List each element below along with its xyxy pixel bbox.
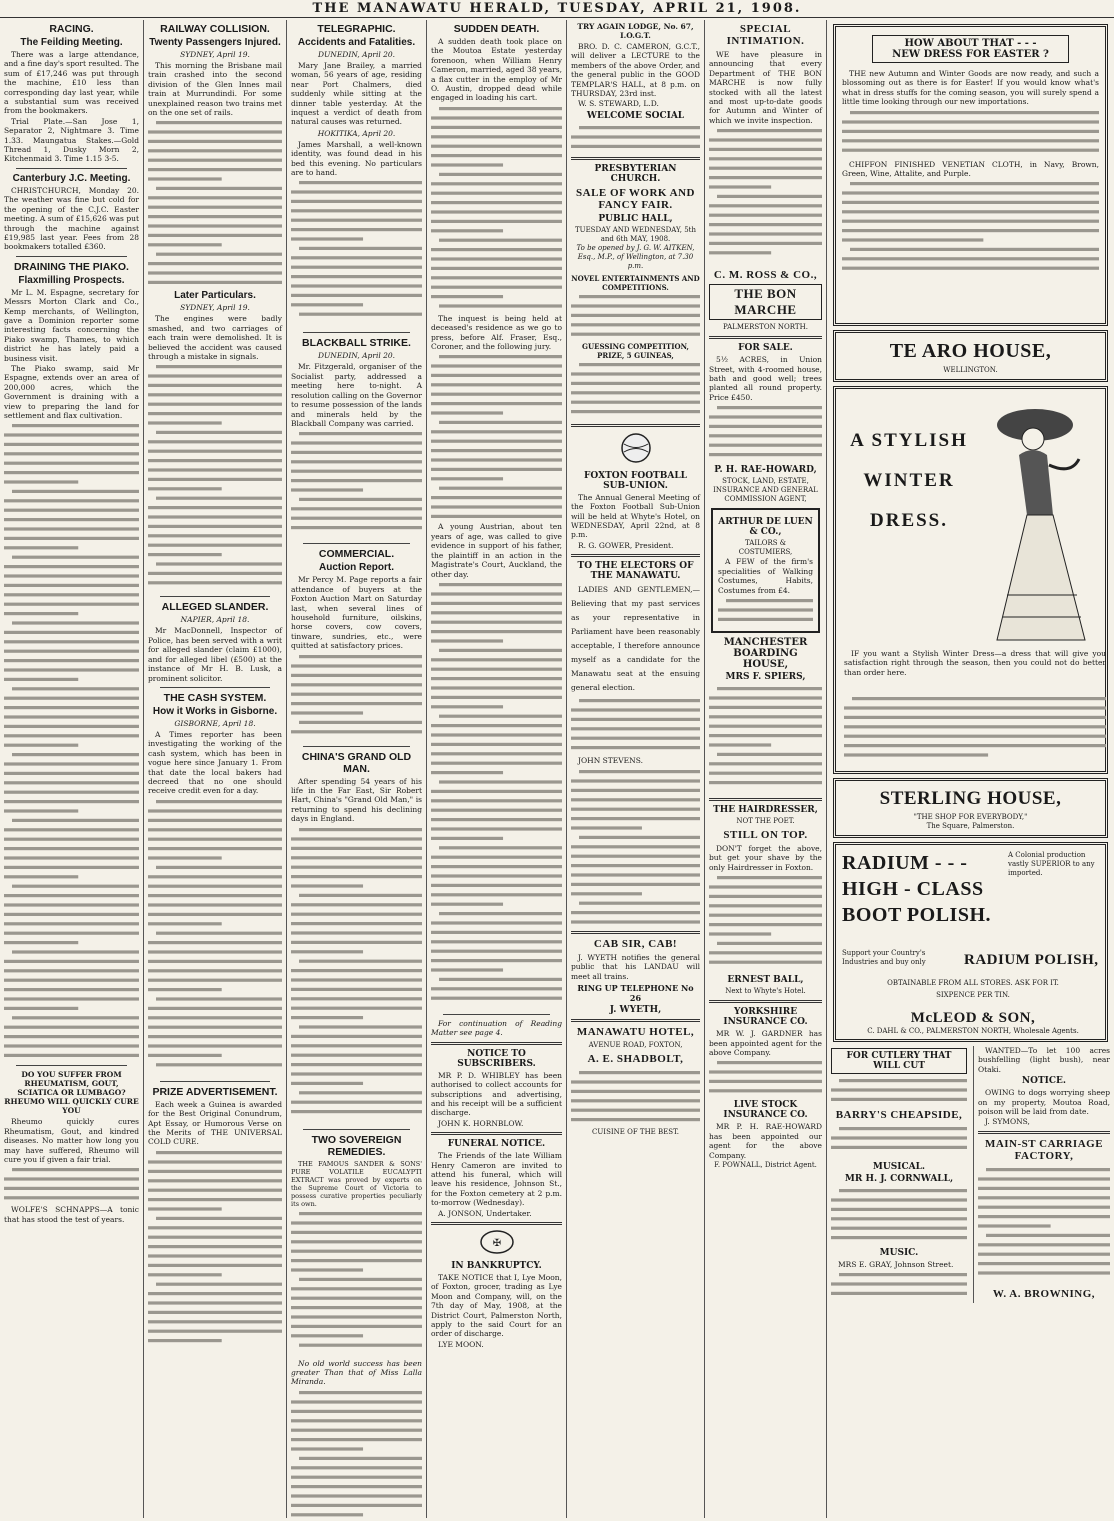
divider	[16, 1065, 127, 1066]
sovereign-heading: TWO SOVEREIGN REMEDIES.	[311, 1133, 402, 1158]
ball-name: ERNEST BALL,	[727, 975, 804, 986]
column-text-filler	[571, 292, 700, 342]
wyeth-name: J. WYETH,	[609, 1004, 662, 1015]
bankruptcy-signature: LYE MOON.	[438, 1339, 484, 1349]
stylish-line-3: DRESS.	[870, 510, 948, 531]
strike-dateline: DUNEDIN, April 20.	[317, 351, 396, 361]
sovereign-text: THE FAMOUS SANDER & SONS' PURE VOLATILE EUCALYPTI EXTRACT was proved by experts on the Supreme Court of Victoria to possess curative properties peculiarly its own.	[291, 1159, 422, 1208]
sterling-ad	[833, 778, 1108, 838]
racing-heading: RACING.	[49, 23, 94, 35]
ross-name: C. M. ROSS & CO.,	[713, 269, 818, 282]
canterbury-heading: Canterbury J.C. Meeting.	[12, 172, 131, 184]
column-text-filler	[709, 126, 822, 266]
divider	[709, 798, 822, 801]
bonmarche-town: PALMERSTON NORTH.	[723, 323, 808, 332]
column-text-filler	[709, 873, 822, 973]
column-6	[704, 20, 826, 1518]
cab-heading: CAB SIR, CAB!	[593, 937, 678, 950]
divider	[303, 746, 410, 747]
death-text-2: The inquest is being held at deceased's residence as we go to press, before Alf. Fraser, Esq., Coroner, and the following jury.	[431, 313, 562, 352]
dress-question	[872, 35, 1069, 63]
notices-column	[973, 1046, 1110, 1303]
sale-venue: PUBLIC HALL,	[598, 213, 673, 224]
prize-heading: PRIZE ADVERTISEMENT.	[152, 1085, 278, 1098]
stylish-line-2: WINTER	[863, 470, 955, 491]
funeral-text: The Friends of the late William Henry Cameron are invited to attend his funeral, which will leave his residence, Johnson St., for the Foxton cemetery at 2 p.m. to-morrow (Wednesday).	[431, 1151, 562, 1208]
column-text-filler	[148, 362, 282, 592]
feilding-text-2: Trial Plate.—San Jose 1, Separator 2, Nightmare 3. Time 1.33. Maungatua Stakes.—Gold Thread 1, Dusky Morn 2, Kitchenmaid 3. Time 1.15 3-5.	[4, 116, 139, 164]
yorkshire-text: MR W. J. GARDNER has been appointed agent for the above Company.	[709, 1029, 822, 1057]
slander-text: Mr MacDonnell, Inspector of Police, has been served with a writ for alleged slander (claim £1000), and for alleged libel (£500) at the instance of Mr H. B. Lusk, a prominent solicitor.	[148, 626, 282, 683]
carriage-heading: MAIN-ST CARRIAGE FACTORY,	[984, 1137, 1104, 1162]
divider	[303, 1129, 410, 1130]
column-text-filler	[831, 1076, 967, 1106]
sale-heading: SALE OF WORK AND FANCY FAIR.	[576, 186, 695, 211]
column-text-filler	[842, 108, 1099, 160]
dress-question-line-2: NEW DRESS FOR EASTER ?	[892, 49, 1049, 60]
later-dateline: SYDNEY, April 19.	[180, 303, 250, 313]
cutlery-heading: FOR CUTLERY THAT WILL CUT	[831, 1048, 967, 1074]
electors-heading: TO THE ELECTORS OF THE MANAWATU.	[577, 561, 694, 582]
radium-support: Support your Country's Industries and buy only	[842, 949, 926, 966]
divider	[709, 1000, 822, 1003]
boarding-heading: MANCHESTER BOARDING HOUSE,	[723, 636, 808, 670]
shadbolt-name: A. E. SHADBOLT,	[587, 1052, 684, 1065]
commercial-heading: COMMERCIAL.	[318, 548, 395, 561]
special-text: WE have pleasure in announcing that every Department of THE BON MARCHE is now fully stocked with all the latest and most up-to-date goods for Autumn and Winter of which we invite inspection.	[709, 50, 822, 125]
svg-text:✠: ✠	[492, 1238, 501, 1249]
tele-text-2: James Marshall, a well-known identity, was found dead in his bed this evening. No particulars are to hand.	[291, 139, 422, 178]
guessing-competition: GUESSING COMPETITION, PRIZE, 5 GUINEAS,	[582, 341, 689, 360]
football-signature: R. G. GOWER, President.	[578, 540, 674, 550]
stylish-title	[844, 427, 974, 535]
football-icon	[571, 431, 700, 469]
electors-signature: JOHN STEVENS.	[578, 756, 643, 766]
column-text-filler	[571, 767, 700, 927]
collision-heading: RAILWAY COLLISION.	[160, 23, 270, 35]
rheumo-text: Rheumo quickly cures Rheumatism, Gout, and kindred diseases. No matter how long you may have suffered, Rheumo will cure you if given a fair trial.	[4, 1117, 139, 1165]
column-text-filler	[291, 1209, 422, 1359]
radium-line-2: HIGH - CLASS	[842, 878, 984, 900]
music-heading: MUSIC.	[879, 1248, 919, 1258]
dahl-line: C. DAHL & CO., PALMERSTON NORTH, Wholesale Agents.	[867, 1027, 1079, 1035]
divider	[571, 157, 700, 160]
canterbury-text: CHRISTCHURCH, Monday 20. The weather was fine but cold for the opening of the C.J.C. Easter meeting. A sum of £15,626 was put through the machine against £19,985 last year. Fees from 28 bookmakers totalled £360.	[4, 185, 139, 252]
raehoward-name: P. H. RAE-HOWARD,	[714, 465, 817, 476]
wanted-text: WANTED—To let 100 acres bushfelling (light bush), near Otaki.	[978, 1046, 1110, 1074]
column-text-filler	[4, 421, 139, 1061]
column-text-filler	[709, 684, 822, 794]
radium-sidenote: A Colonial production vastly SUPERIOR to any imported.	[1008, 851, 1095, 877]
divider	[431, 1132, 562, 1135]
notice-signature: J. SYMONS,	[985, 1117, 1030, 1127]
spiers-name: MRS F. SPIERS,	[725, 671, 806, 682]
lodge-heading: TRY AGAIN LODGE, No. 67, I.O.G.T.	[577, 22, 694, 40]
column-text-filler	[571, 1068, 700, 1128]
radium-line-1: RADIUM - - -	[842, 852, 968, 874]
divider	[709, 336, 822, 339]
yorkshire-heading: YORKSHIRE INSURANCE CO.	[723, 1007, 808, 1028]
forsale-heading: FOR SALE.	[738, 343, 793, 354]
bonmarche-name: THE BON MARCHE	[709, 284, 822, 320]
barry-name: BARRY'S CHEAPSIDE,	[835, 1109, 963, 1121]
rheumo-heading: DO YOU SUFFER FROM RHEUMATISM, GOUT, SCIATICA OR LUMBAGO? RHEUMO WILL QUICKLY CURE YOU	[4, 1070, 139, 1116]
column-3	[286, 20, 426, 1518]
china-heading: CHINA'S GRAND OLD MAN.	[301, 750, 412, 775]
divider	[571, 1019, 700, 1022]
divider	[160, 596, 270, 597]
radium-brand: RADIUM POLISH,	[964, 952, 1099, 968]
lodge-signature: W. S. STEWARD, L.D.	[578, 99, 659, 109]
funeral-signature: A. JONSON, Undertaker.	[438, 1208, 532, 1218]
cutlery-column	[831, 1046, 967, 1303]
collision-dateline: SYDNEY, April 19.	[180, 50, 250, 59]
piako-text-2: The Piako swamp, said Mr Espagne, extends over an area of 200,000 acres, which the Government is draining with a view to preparing the land for settlement and flax cultivation.	[4, 363, 139, 420]
bottom-ads-row	[831, 1046, 1110, 1303]
column-1	[0, 20, 143, 1518]
stylish-text: IF you want a Stylish Winter Dress—a dress that will give you satisfaction right through the season, then you could not do better than order here.	[844, 649, 1106, 677]
stylish-line-1: A STYLISH	[850, 430, 968, 451]
column-text-filler	[431, 580, 562, 1010]
musical-heading: MUSICAL.	[872, 1162, 926, 1172]
column-text-filler	[718, 596, 813, 626]
deluen-ad	[711, 508, 820, 633]
notpoet-line: NOT THE POET.	[736, 816, 795, 825]
column-text-filler	[148, 1148, 282, 1348]
sale-opener: To be opened by J. G. W. AITKEN, Esq., M.P., of Wellington, at 7.30 p.m.	[576, 243, 695, 270]
accidents-subheading: Accidents and Fatalities.	[297, 37, 416, 48]
browning-name: W. A. BROWNING,	[992, 1287, 1096, 1300]
hotel-heading: MANAWATU HOTEL,	[576, 1025, 695, 1038]
china-text: After spending 54 years of his life in the Far East, Sir Robert Hart, China's "Grand Old Man," is returning to spend his declining days in England.	[291, 776, 422, 824]
column-text-filler	[291, 652, 422, 742]
column-text-filler	[291, 178, 422, 328]
column-text-filler	[709, 403, 822, 463]
sterling-slogan: "THE SHOP FOR EVERYBODY,"	[913, 813, 1028, 821]
death-heading: SUDDEN DEATH.	[453, 23, 540, 35]
forsale-text: 5½ ACRES, in Union Street, with 4-roomed house, bath and good well; trees planted all round property. Price £450.	[709, 355, 822, 402]
radium-ad	[833, 842, 1108, 1042]
divider	[431, 1042, 562, 1045]
divider	[978, 1131, 1110, 1134]
radium-line-3: BOOT POLISH.	[842, 904, 992, 926]
football-text: The Annual General Meeting of the Foxton Football Sub-Union will be held at Whyte's Hotel, on WEDNESDAY, April 22nd, at 8 p.m.	[571, 492, 700, 540]
deluen-text: A FEW of the firm's specialities of Walking Costumes, Habits, Costumes from £4.	[718, 557, 813, 595]
cornwall-name: MR H. J. CORNWALL,	[844, 1174, 954, 1184]
bankruptcy-heading: IN BANKRUPTCY.	[451, 1261, 542, 1271]
funeral-heading: FUNERAL NOTICE.	[447, 1139, 546, 1150]
divider	[303, 543, 410, 544]
auction-subheading: Auction Report.	[319, 562, 394, 574]
piako-text-1: Mr L. M. Espagne, secretary for Messrs Morton Clark and Co., Kemp merchants, of Wellington, gave a Dominion reporter some interesting facts concerning the Piako swamp, Thames, to which district he has lately paid a business visit.	[4, 287, 139, 363]
later-text: The engines were badly smashed, and two carriages of each train were demolished. It is believed the accident was caused through a mistake in signals.	[148, 314, 282, 362]
column-text-filler	[431, 104, 562, 314]
piako-heading: DRAINING THE PIAKO.	[14, 260, 129, 273]
auction-text: Mr Percy M. Page reports a fair attendance of buyers at the Foxton Auction Mart on Saturday last, when several lines of household furniture, oilskins, horse covers, cow covers, tinware, sundries, etc., were quitted at satisfactory prices.	[291, 575, 422, 651]
column-2	[143, 20, 286, 1518]
column-text-filler	[571, 123, 700, 153]
cash-subheading: How it Works in Gisborne.	[152, 705, 278, 717]
column-text-filler	[431, 352, 562, 522]
divider	[443, 1014, 550, 1015]
column-text-filler	[291, 1388, 422, 1518]
prize-text: Each week a Guinea is awarded for the Best Original Conundrum, Apt Essay, or Humorous Verse on the Merits of THE UNIVERSAL COLD CURE.	[148, 1099, 282, 1147]
stillontop-line: STILL ON TOP.	[723, 828, 808, 841]
column-7	[826, 20, 1114, 1518]
livestock-heading: LIVE STOCK INSURANCE CO.	[723, 1100, 808, 1121]
presbyterian-heading: PRESBYTERIAN CHURCH.	[594, 163, 677, 184]
divider	[431, 1222, 562, 1225]
hairdresser-heading: THE HAIRDRESSER,	[713, 804, 818, 815]
piako-subheading: Flaxmilling Prospects.	[18, 274, 125, 286]
cuisine-line: CUISINE OF THE BEST.	[592, 1127, 679, 1136]
stylish-ad	[833, 386, 1108, 774]
chiffon-text: CHIFFON FINISHED VENETIAN CLOTH, in Navy, Brown, Green, Wine, Attalite, and Purple.	[842, 159, 1099, 179]
column-text-filler	[571, 360, 700, 420]
tearo-ad	[833, 330, 1108, 382]
mcleod-name: McLEOD & SON,	[910, 1010, 1036, 1026]
gray-text: MRS E. GRAY, Johnson Street.	[838, 1260, 954, 1269]
tele-dateline-1: DUNEDIN, April 20.	[317, 50, 396, 59]
welcome-heading: WELCOME SOCIAL	[586, 110, 685, 121]
special-heading: SPECIAL INTIMATION.	[726, 23, 805, 47]
hairdresser-text: DON'T forget the above, but get your shave by the only Hairdresser in Foxton.	[709, 843, 822, 872]
column-text-filler	[291, 825, 422, 1125]
strike-heading: BLACKBALL STRIKE.	[302, 337, 411, 350]
livestock-text: MR P. H. RAE-HOWARD has been appointed our agent for the above Company.	[709, 1122, 822, 1160]
sterling-heading: STERLING HOUSE,	[879, 788, 1062, 809]
masthead: THE MANAWATU HERALD, TUESDAY, APRIL 21, 1908.	[0, 0, 1114, 18]
column-5	[566, 20, 704, 1518]
novel-entertainments: NOVEL ENTERTAINMENTS AND COMPETITIONS.	[571, 273, 700, 292]
notice-heading: NOTICE.	[1021, 1076, 1067, 1087]
radium-stores: OBTAINABLE FROM ALL STORES. ASK FOR IT.	[887, 979, 1059, 987]
column-text-filler	[844, 694, 1106, 764]
sale-dates: TUESDAY AND WEDNESDAY, 5th and 6th MAY, 1908.	[575, 225, 696, 243]
cash-heading: THE CASH SYSTEM.	[163, 691, 267, 704]
column-text-filler	[978, 1165, 1110, 1285]
column-text-filler	[709, 1058, 822, 1098]
lodge-text: BRO. D. C. CAMERON, G.C.T., will deliver a LECTURE to the members of the above Order, and the general public in the GOOD TEMPLAR'S HALL, at 8 p.m. on THURSDAY, 23rd inst.	[571, 42, 700, 99]
telegraphic-heading: TELEGRAPHIC.	[317, 23, 396, 35]
bankruptcy-text: TAKE NOTICE that I, Lye Moon, of Foxton, grocer, trading as Lye Moon and Company, will, on the 7th day of May, 1908, at the District Court, Palmerston North, apply to the said Court for an order of discharge.	[431, 1273, 562, 1339]
subscribers-heading: NOTICE TO SUBSCRIBERS.	[457, 1048, 536, 1069]
subscribers-text: MR P. D. WHIBLEY has been authorised to collect accounts for subscriptions and advertising, and his receipt will be a sufficient discharge.	[431, 1070, 562, 1118]
wolfe-text: WOLFE'S SCHNAPPS—A tonic that has stood the test of years.	[4, 1205, 139, 1224]
cab-text: J. WYETH notifies the general public that his LANDAU will meet all trains.	[571, 952, 700, 981]
column-text-filler	[831, 1186, 967, 1246]
ball-address: Next to Whyte's Hotel.	[725, 987, 806, 996]
column-text-filler	[148, 118, 282, 288]
slander-dateline: NAPIER, April 18.	[180, 615, 250, 625]
divider	[571, 424, 700, 427]
radium-price: SIXPENCE PER TIN.	[936, 991, 1010, 999]
crest-icon	[431, 1229, 562, 1259]
reading-note: For continuation of Reading Matter see page 4.	[431, 1018, 562, 1038]
slander-heading: ALLEGED SLANDER.	[161, 601, 269, 614]
later-heading: Later Particulars.	[174, 290, 256, 302]
dress-text: THE new Autumn and Winter Goods are now ready, and such a blossoming out as there is for Easter! If you would know what's what in dress stuffs for the coming season, you will surely spend a little time looking through our new importations.	[842, 69, 1099, 107]
tele-text-1: Mary Jane Brailey, a married woman, 56 years of age, residing near Port Chalmers, died suddenly while sitting at the dinner table yesterday. At the inquest a verdict of death from natural causes was returned.	[291, 61, 422, 127]
austrian-text: A young Austrian, about ten years of age, was called to give evidence in support of his father, the plaintiff in an action in the Magistrate's Court, Auckland, the other day.	[431, 522, 562, 579]
column-text-filler	[148, 797, 282, 1077]
column-text-filler	[571, 696, 700, 756]
tearo-subheading: WELLINGTON.	[943, 366, 998, 374]
divider	[571, 554, 700, 557]
divider	[571, 931, 700, 934]
column-text-filler	[4, 1165, 139, 1205]
dress-question-line-1: HOW ABOUT THAT - - -	[904, 38, 1037, 49]
tearo-heading: TE ARO HOUSE,	[889, 340, 1052, 362]
feilding-text-1: There was a large attendance, and a fine day's sport resulted. The sum of £17,246 was put through the machine, £10 less than corresponding day last year, while a substantial sum was received from the bookmakers.	[4, 50, 139, 116]
strike-text: Mr. Fitzgerald, organiser of the Socialist party, addressed a meeting here to-night. A resolution calling on the Governor to resume possession of the lands and minerals held by the Blackball Company was carried.	[291, 362, 422, 428]
deluen-heading: ARTHUR DE LUEN & CO.,	[718, 517, 813, 538]
electors-text: LADIES AND GENTLEMEN,— Believing that my past services as your representative in Parliament have been reasonably acceptable, I therefore announce myself as a candidate for the Manawatu seat at the ensuing general election.	[571, 585, 700, 693]
column-text-filler	[842, 179, 1099, 279]
lady-illustration-icon	[967, 395, 1095, 645]
football-heading: FOXTON FOOTBALL SUB-UNION.	[584, 470, 687, 491]
deluen-subheading: TAILORS & COSTUMIERS,	[738, 539, 793, 557]
divider	[160, 1081, 270, 1082]
cash-text: A Times reporter has been investigating the working of the cash system, which has been in vogue here since January 1. From that date the local bakers had decreed that no one should receive credit even for a day.	[148, 729, 282, 796]
collision-text: This morning the Brisbane mail train crashed into the second division of the Glen Innes mail train at Murrundindi. For some unexplained reason two trains met on the one set of rails.	[148, 61, 282, 118]
column-text-filler	[291, 429, 422, 539]
subscribers-signature: JOHN K. HORNBLOW.	[438, 1118, 524, 1128]
column-text-filler	[831, 1124, 967, 1160]
pownall-signature: F. POWNALL, District Agent.	[714, 1160, 817, 1169]
divider	[16, 168, 127, 169]
feilding-heading: The Feilding Meeting.	[20, 37, 123, 48]
hotel-address: AVENUE ROAD, FOXTON,	[588, 1040, 683, 1049]
sterling-address: The Square, Palmerston.	[926, 822, 1015, 830]
column-text-filler	[831, 1270, 967, 1300]
cash-dateline: GISBORNE, April 18.	[174, 718, 256, 728]
tele-dateline-2: HOKITIKA, April 20.	[317, 128, 396, 138]
column-4	[426, 20, 566, 1518]
telephone-line: RING UP TELEPHONE No 26	[577, 982, 694, 1003]
radium-title	[842, 849, 1002, 930]
divider	[303, 332, 410, 333]
poem-text: No old world success has been greater Than that of Miss Lalla Miranda.	[291, 1358, 422, 1387]
divider	[160, 687, 270, 688]
divider	[16, 256, 127, 257]
death-text-1: A sudden death took place on the Moutoa Estate yesterday forenoon, when William Henry Cameron, married, aged 38 years, a flax cutter in the employ of Mr O. Austin, dropped dead while engaged in loading his cart.	[431, 37, 562, 103]
collision-subheading: Twenty Passengers Injured.	[149, 37, 281, 48]
dress-ad	[833, 24, 1108, 326]
notice-text: OWING to dogs worrying sheep on my property, Moutoa Road, poison will be laid from date.	[978, 1088, 1110, 1117]
raehoward-title: STOCK, LAND, ESTATE, INSURANCE AND GENERAL COMMISSION AGENT,	[713, 477, 818, 504]
